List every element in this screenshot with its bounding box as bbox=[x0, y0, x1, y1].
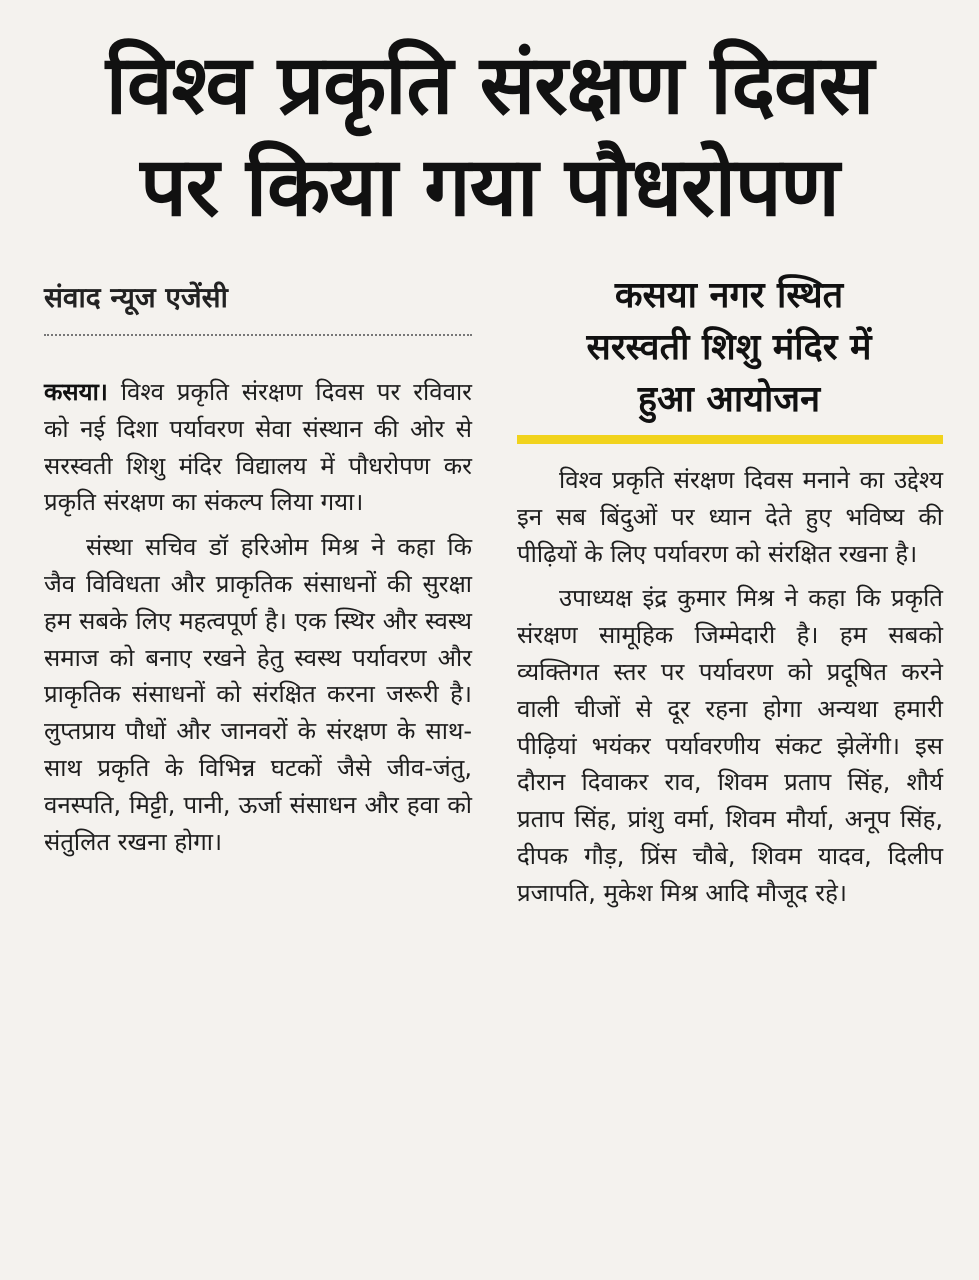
article-paragraph: संस्था सचिव डॉ हरिओम मिश्र ने कहा कि जैव विविधता और प्राकृतिक संसाधनों की सुरक्षा हम सबके लिए महत्वपूर्ण है। एक स्थिर और स्वस्थ समाज को बनाए रखने हेतु स्वस्थ पर्यावरण और प्राकृतिक संसाधनों को संरक्षित करना जरूरी है। लुप्तप्राय पौधों और जानवरों के संरक्षण के साथ-साथ प्रकृति के विभिन्न घटकों जैसे जीव-जंतु, वनस्पति, मिट्टी, पानी, ऊर्जा संसाधन और हवा को संतुलित रखना होगा। bbox=[44, 533, 472, 856]
article-paragraph bbox=[44, 374, 472, 521]
subheadline-line-3: हुआ आयोजन bbox=[637, 379, 821, 420]
article-paragraph: उपाध्यक्ष इंद्र कुमार मिश्र ने कहा कि प्रकृति संरक्षण सामूहिक जिम्मेदारी है। हम सबको व्यक्तिगत स्तर पर पर्यावरण को प्रदूषित करने वाली चीजों से दूर रहना होगा अन्यथा हमारी पीढ़ियां भयंकर पर्यावरणीय संकट झेलेंगी। इस दौरान दिवाकर राव, शिवम प्रताप सिंह, शौर्य प्रताप सिंह, प्रांशु वर्मा, शिवम मौर्या, अनूप सिंह, दीपक गौड़, प्रिंस चौबे, शिवम यादव, दिलीप प्रजापति, मुकेश मिश्र आदि मौजूद रहे। bbox=[517, 584, 943, 907]
dateline: कसया। bbox=[44, 378, 108, 406]
article-column-left bbox=[44, 374, 472, 860]
headline-line-1: विश्व प्रकृति संरक्षण दिवस bbox=[105, 38, 874, 133]
subheadline-line-1: कसया नगर स्थित bbox=[614, 275, 844, 316]
article-paragraph-text: विश्व प्रकृति संरक्षण दिवस पर रविवार को नई दिशा पर्यावरण सेवा संस्थान की ओर से सरस्वती शिशु मंदिर विद्यालय में पौधरोपण कर प्रकृति संरक्षण का संकल्प लिया गया। bbox=[44, 378, 472, 517]
byline-divider bbox=[44, 334, 472, 336]
byline: संवाद न्यूज एजेंसी bbox=[44, 281, 228, 314]
subheadline-line-2: सरस्वती शिशु मंदिर में bbox=[586, 327, 872, 368]
article-paragraph: विश्व प्रकृति संरक्षण दिवस मनाने का उद्देश्य इन सब बिंदुओं पर ध्यान देते हुए भविष्य की पीढ़ियों के लिए पर्यावरण को संरक्षित रखना है। bbox=[517, 466, 943, 568]
headline-line-2: पर किया गया पौधरोपण bbox=[140, 140, 839, 235]
subheadline-accent-bar bbox=[517, 435, 943, 444]
subheadline bbox=[515, 270, 943, 426]
article-column-right bbox=[517, 462, 943, 912]
